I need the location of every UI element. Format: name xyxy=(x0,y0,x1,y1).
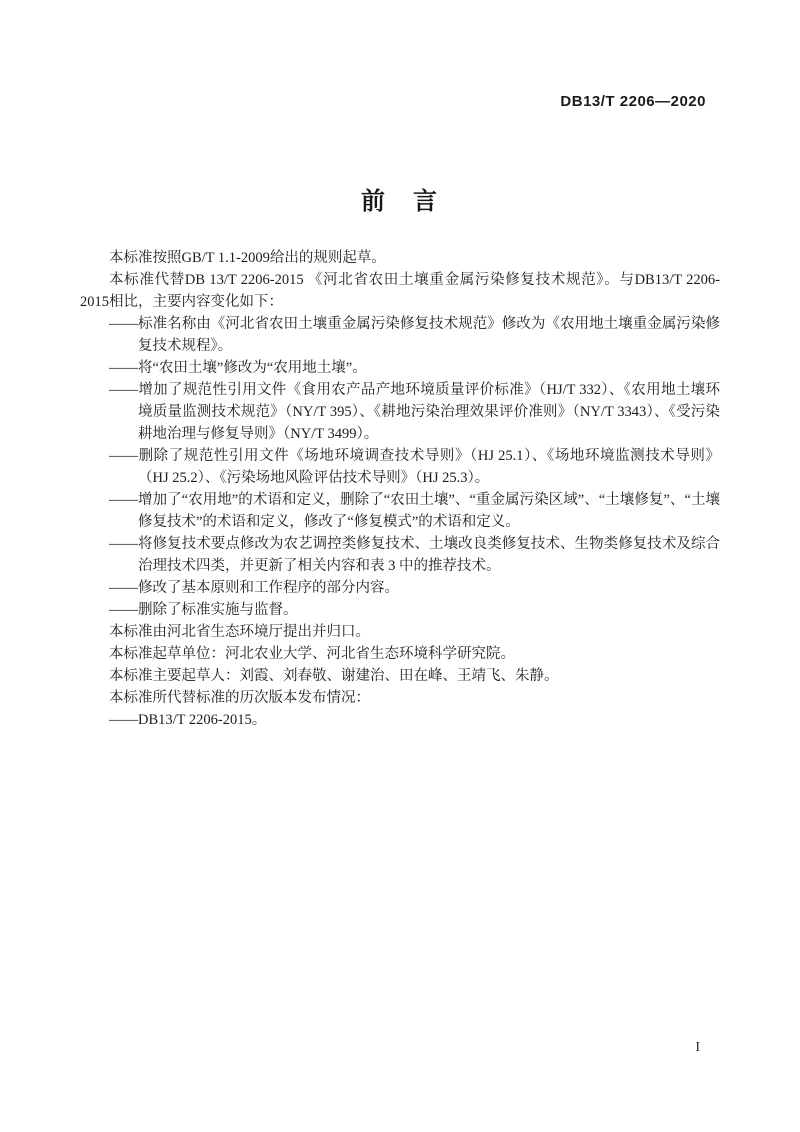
foreword-change-item: ——删除了规范性引用文件《场地环境调查技术导则》（HJ 25.1）、《场地环境监测技术导则》（HJ 25.2）、《污染场地风险评估技术导则》（HJ 25.3）。 xyxy=(109,448,720,486)
page-title: 前 言 xyxy=(361,188,439,215)
foreword-paragraph: 本标准主要起草人：刘霞、刘春敬、谢建治、田在峰、王靖飞、朱静。 xyxy=(109,668,559,684)
foreword-paragraph: 本标准所代替标准的历次版本发布情况： xyxy=(109,690,370,706)
page-number: I xyxy=(695,1040,700,1055)
foreword-change-item: ——将“农田土壤”修改为“农用地土壤”。 xyxy=(109,360,367,376)
foreword-change-item: ——标准名称由《河北省农田土壤重金属污染修复技术规范》修改为《农用地土壤重金属污染修复技术规程》。 xyxy=(109,316,720,354)
foreword-paragraph: 本标准按照GB/T 1.1-2009给出的规则起草。 xyxy=(109,250,386,266)
foreword-content xyxy=(80,247,720,731)
foreword-change-item: ——增加了“农用地”的术语和定义，删除了“农田土壤”、“重金属污染区域”、“土壤修复”、“土壤修复技术”的术语和定义，修改了“修复模式”的术语和定义。 xyxy=(109,492,720,530)
foreword-change-item: ——删除了标准实施与监督。 xyxy=(109,602,298,618)
foreword-change-item: ——将修复技术要点修改为农艺调控类修复技术、土壤改良类修复技术、生物类修复技术及综合治理技术四类，并更新了相关内容和表 3 中的推荐技术。 xyxy=(109,536,720,574)
foreword-change-item: ——修改了基本原则和工作程序的部分内容。 xyxy=(109,580,399,596)
foreword-change-item: ——增加了规范性引用文件《食用农产品产地环境质量评价标准》（HJ/T 332）、《农用地土壤环境质量监测技术规范》（NY/T 395）、《耕地污染治理效果评价准则》（NY/T 3343）、《受污染耕地治理与修复导则》（NY/T 3499）。 xyxy=(109,382,720,442)
foreword-paragraph: 本标准起草单位：河北农业大学、河北省生态环境科学研究院。 xyxy=(109,646,515,662)
foreword-paragraph: 本标准代替DB 13/T 2206-2015 《河北省农田土壤重金属污染修复技术规范》。与DB13/T 2206-2015相比，主要内容变化如下： xyxy=(80,272,720,310)
standard-code-header: DB13/T 2206—2020 xyxy=(560,93,706,110)
foreword-history-item: ——DB13/T 2206-2015。 xyxy=(109,712,267,728)
foreword-paragraph: 本标准由河北省生态环境厅提出并归口。 xyxy=(109,624,370,640)
